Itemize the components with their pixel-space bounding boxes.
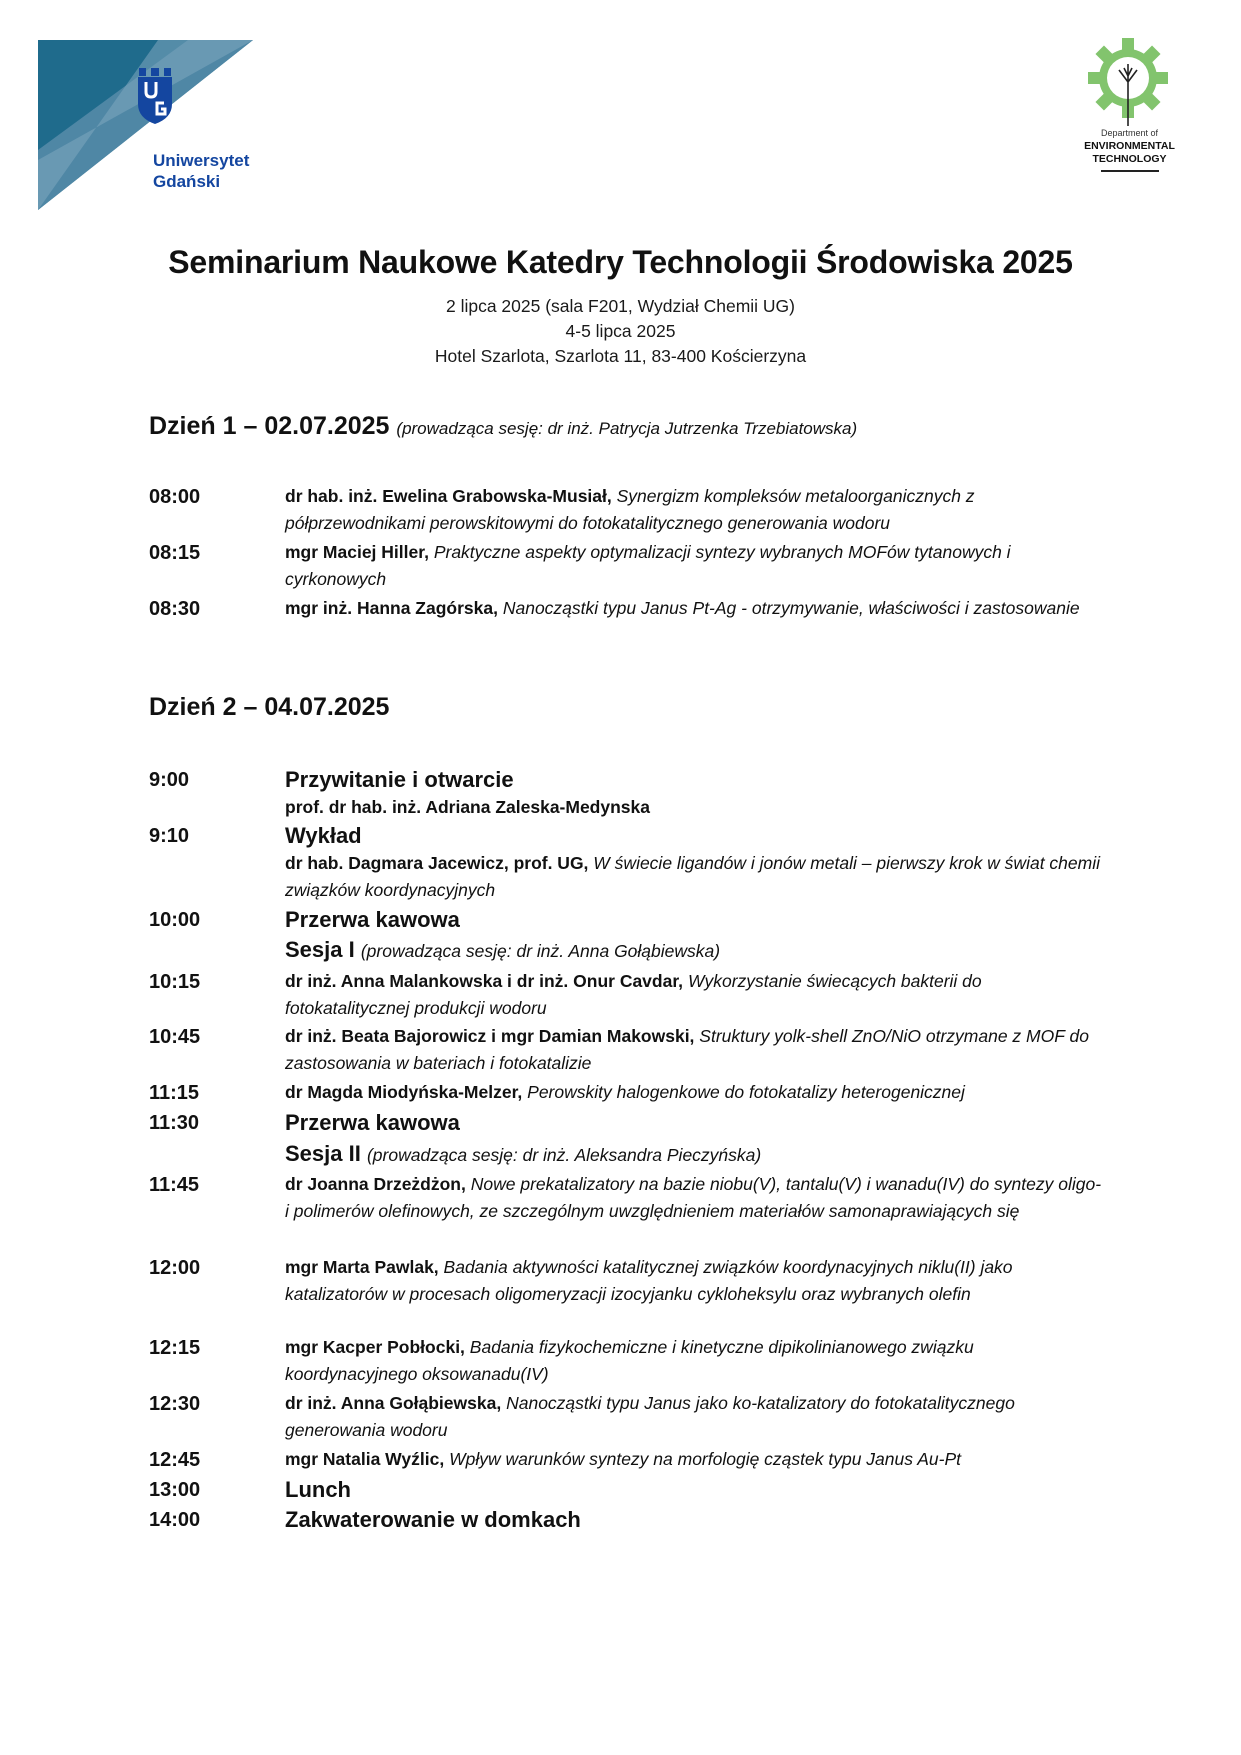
break2-heading: Przerwa kawowa xyxy=(285,1110,460,1135)
speaker: dr Magda Miodyńska-Melzer, xyxy=(285,1082,523,1102)
session1-item xyxy=(285,1023,1105,1077)
talk-title: Struktury yolk-shell ZnO/NiO otrzymane z MOF do zastosowania w bateriach i fotokatalizie xyxy=(285,1026,1089,1073)
opening-heading: Przywitanie i otwarcie xyxy=(285,767,514,792)
session1-item xyxy=(285,968,1105,1022)
day1-item-time: 08:00 xyxy=(149,486,201,508)
talk-title: Synergizm kompleksów metaloorganicznych z półprzewodnikami perowskitowymi do fotokatalitycznego generowania wodoru xyxy=(285,486,975,533)
speaker: mgr inż. Hanna Zagórska, xyxy=(285,598,498,618)
speaker: dr Joanna Drzeżdżon, xyxy=(285,1174,466,1194)
session2-item xyxy=(285,1254,1105,1308)
session1-heading xyxy=(285,936,720,965)
department-logo-line3: TECHNOLOGY xyxy=(1092,153,1167,165)
accommodation-time: 14:00 xyxy=(149,1509,201,1531)
header-date-2: 4-5 lipca 2025 xyxy=(565,321,676,341)
day1-item-time: 08:30 xyxy=(149,598,201,620)
session1-item-time: 10:15 xyxy=(149,971,201,993)
page-title: Seminarium Naukowe Katedry Technologii Środowiska 2025 xyxy=(168,244,1073,280)
department-logo-line1: Department of xyxy=(1100,128,1159,138)
day1-title: Dzień 1 – 02.07.2025 xyxy=(149,412,390,440)
day2-title: Dzień 2 – 04.07.2025 xyxy=(149,693,390,721)
day1-item-time: 08:15 xyxy=(149,542,201,564)
talk-title: Nowe prekatalizatory na bazie niobu(V), tantalu(V) i wanadu(IV) do syntezy oligo- i polimerów olefinowych, ze szczególnym uwzględnieniem materiałów samonaprawiających się xyxy=(285,1174,1102,1221)
session2-item-time: 12:45 xyxy=(149,1449,201,1471)
session1-title: Sesja I xyxy=(285,937,355,962)
speaker: mgr Marta Pawlak, xyxy=(285,1257,439,1277)
speaker: dr hab. Dagmara Jacewicz, prof. UG, xyxy=(285,853,589,873)
department-logo-underline xyxy=(1101,170,1159,172)
session2-item xyxy=(285,1446,1105,1473)
break1-heading: Przerwa kawowa xyxy=(285,907,460,932)
talk-title: Wykorzystanie świecących bakterii do fotokatalitycznej produkcji wodoru xyxy=(285,971,982,1018)
session1-chair-note: (prowadząca sesję: dr inż. Anna Gołąbiewska) xyxy=(360,941,721,961)
ug-logo-line1: Uniwersytet xyxy=(153,151,250,170)
session2-item xyxy=(285,1171,1105,1225)
header-date-1: 2 lipca 2025 (sala F201, Wydział Chemii UG) xyxy=(445,296,795,316)
break2-time: 11:30 xyxy=(149,1112,200,1134)
opening-time: 9:00 xyxy=(149,769,190,791)
gear-tree-icon xyxy=(1082,38,1202,133)
session2-item xyxy=(285,1390,1105,1444)
speaker: mgr Kacper Pobłocki, xyxy=(285,1337,465,1357)
session2-heading xyxy=(285,1140,761,1169)
speaker: dr hab. inż. Ewelina Grabowska-Musiał, xyxy=(285,486,612,506)
lecture-item xyxy=(285,850,1105,904)
header-venue: Hotel Szarlota, Szarlota 11, 83-400 Kościerzyna xyxy=(434,346,807,366)
session1-item-time: 10:45 xyxy=(149,1026,201,1048)
speaker: dr inż. Beata Bajorowicz i mgr Damian Makowski, xyxy=(285,1026,695,1046)
department-logo xyxy=(1082,38,1202,178)
session2-item-time: 11:45 xyxy=(149,1174,200,1196)
break1-time: 10:00 xyxy=(149,909,201,931)
lecture-heading: Wykład xyxy=(285,823,362,848)
speaker: mgr Natalia Wyźlic, xyxy=(285,1449,445,1469)
session2-item-time: 12:30 xyxy=(149,1393,201,1415)
speaker: mgr Maciej Hiller, xyxy=(285,542,429,562)
session2-item-time: 12:15 xyxy=(149,1337,201,1359)
department-logo-line2: ENVIRONMENTAL xyxy=(1084,140,1175,152)
session2-chair-note: (prowadząca sesję: dr inż. Aleksandra Pieczyńska) xyxy=(366,1145,762,1165)
day1-chair-note: (prowadząca sesję: dr inż. Patrycja Jutrzenka Trzebiatowska) xyxy=(396,419,858,438)
day1-heading xyxy=(149,412,857,441)
talk-title: Perowskity halogenkowe do fotokatalizy heterogenicznej xyxy=(527,1082,965,1102)
talk-title: Wpływ warunków syntezy na morfologię cząstek typu Janus Au-Pt xyxy=(449,1449,961,1469)
talk-title: W świecie ligandów i jonów metali – pierwszy krok w świat chemii związków koordynacyjnych xyxy=(285,853,1100,900)
speaker: prof. dr hab. inż. Adriana Zaleska-Medynska xyxy=(285,797,650,817)
accommodation-heading: Zakwaterowanie w domkach xyxy=(285,1507,581,1532)
day1-item xyxy=(285,595,1105,622)
day1-item xyxy=(285,539,1105,593)
speaker: dr inż. Anna Gołąbiewska, xyxy=(285,1393,502,1413)
talk-title: Badania aktywności katalitycznej związków koordynacyjnych niklu(II) jako katalizatorów w procesach oligomeryzacji izocyjanku cykloheksylu oraz wybranych olefin xyxy=(285,1257,1013,1304)
lunch-time: 13:00 xyxy=(149,1479,201,1501)
session2-item xyxy=(285,1334,1105,1388)
talk-title: Nanocząstki typu Janus Pt-Ag - otrzymywanie, właściwości i zastosowanie xyxy=(502,598,1080,618)
ug-logo-line2: Gdański xyxy=(153,172,221,191)
session2-title: Sesja II xyxy=(285,1141,361,1166)
opening-host xyxy=(285,794,1105,821)
day1-item xyxy=(285,483,1105,537)
talk-title: Nanocząstki typu Janus jako ko-katalizatory do fotokatalitycznego generowania wodoru xyxy=(285,1393,1015,1440)
day2-heading xyxy=(149,693,389,722)
ug-logo xyxy=(38,40,283,210)
session1-item-time: 11:15 xyxy=(149,1082,200,1104)
session2-item-time: 12:00 xyxy=(149,1257,201,1279)
session1-item xyxy=(285,1079,1105,1106)
talk-title: Praktyczne aspekty optymalizacji syntezy wybranych MOFów tytanowych i cyrkonowych xyxy=(285,542,1011,589)
speaker: dr inż. Anna Malankowska i dr inż. Onur Cavdar, xyxy=(285,971,684,991)
lunch-heading: Lunch xyxy=(285,1477,351,1502)
talk-title: Badania fizykochemiczne i kinetyczne dipikolinianowego związku koordynacyjnego oksowanadu(IV) xyxy=(285,1337,974,1384)
lecture-time: 9:10 xyxy=(149,825,190,847)
